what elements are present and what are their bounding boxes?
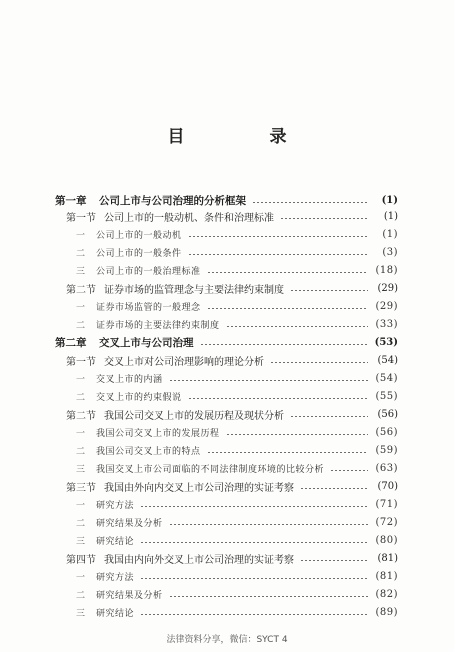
toc-entry[interactable]	[0, 352, 454, 369]
toc-entry-page: (89)	[375, 607, 398, 618]
toc-entry[interactable]	[0, 316, 454, 333]
toc-entry[interactable]	[0, 244, 454, 261]
toc-entry-number: 二	[76, 321, 86, 331]
toc-entry[interactable]	[0, 424, 454, 441]
toc-entry-number: 第三节	[66, 483, 96, 494]
toc-entry[interactable]	[0, 514, 454, 531]
dot-leader	[280, 218, 368, 219]
toc-entry-label: 我国公司交叉上市的发展历程及现状分析	[104, 411, 284, 422]
toc-entry-label: 我国由外向内交叉上市公司治理的实证考察	[104, 483, 294, 494]
toc-entry-label: 研究方法	[96, 573, 135, 583]
dot-leader	[188, 254, 368, 255]
toc-entry-label: 证券市场监管的一般理念	[96, 303, 201, 313]
toc-entry-number: 第二章	[55, 337, 87, 349]
toc-entry[interactable]	[0, 192, 454, 209]
toc-entry-label: 研究结果及分析	[96, 519, 163, 529]
toc-entry[interactable]	[0, 226, 454, 243]
toc-entry[interactable]	[0, 568, 454, 585]
toc-entry-label: 交叉上市与公司治理	[99, 337, 194, 349]
toc-entry[interactable]	[0, 586, 454, 603]
toc-entry[interactable]	[0, 280, 454, 297]
dot-leader	[140, 542, 368, 543]
toc-entry[interactable]	[0, 406, 454, 423]
toc-entry-number: 一	[76, 375, 86, 385]
toc-entry-label: 证券市场的监管理念与主要法律约束制度	[104, 285, 284, 296]
toc-entry-label: 公司上市的一般动机	[96, 231, 182, 241]
toc-entry-number: 三	[76, 537, 86, 547]
dot-leader	[290, 290, 368, 291]
toc-entry-label: 交叉上市的内涵	[96, 375, 163, 385]
toc-entry-page: (81)	[377, 553, 398, 564]
toc-entry-label: 公司上市的一般治理标准	[96, 267, 201, 277]
toc-entry-number: 一	[76, 429, 86, 439]
toc-entry-page: (82)	[375, 589, 398, 600]
dot-leader	[207, 452, 368, 453]
toc-entry-page: (3)	[382, 247, 398, 258]
page-title: 目 录	[167, 127, 321, 147]
toc-entry-number: 第二节	[66, 411, 96, 422]
dot-leader	[140, 614, 368, 615]
watermark-footer: 法律资料分享，微信：SYCT 4	[166, 635, 288, 645]
toc-entry-page: (33)	[375, 319, 398, 330]
dot-leader	[169, 596, 368, 597]
toc-entry[interactable]	[0, 550, 454, 567]
toc-entry-label: 研究结果及分析	[96, 591, 163, 601]
toc-entry-number: 二	[76, 249, 86, 259]
toc-entry-page: (54)	[377, 355, 398, 366]
toc-entry-number: 三	[76, 465, 86, 475]
toc-entry-label: 研究方法	[96, 501, 135, 511]
dot-leader	[140, 578, 368, 579]
toc-entry-label: 交叉上市的约束假说	[96, 393, 182, 403]
toc-entry-page: (1)	[381, 195, 398, 206]
toc-entry[interactable]	[0, 478, 454, 495]
toc-entry-page: (81)	[375, 571, 398, 582]
toc-entry-label: 研究结论	[96, 537, 135, 547]
toc-entry[interactable]	[0, 604, 454, 621]
toc-entry-number: 第一节	[66, 213, 96, 224]
toc-entry-label: 我国交叉上市公司面临的不同法律制度环境的比较分析	[96, 465, 325, 475]
toc-entry-label: 证券市场的主要法律约束制度	[96, 321, 220, 331]
toc-entry[interactable]	[0, 532, 454, 549]
toc-entry-page: (53)	[374, 337, 398, 348]
toc-entry[interactable]	[0, 388, 454, 405]
toc-entry-label: 我国公司交叉上市的特点	[96, 447, 201, 457]
toc-entry-number: 三	[76, 609, 86, 619]
toc-entry-page: (29)	[377, 283, 398, 294]
toc-entry-number: 二	[76, 591, 86, 601]
toc-entry-label: 我国公司交叉上市的发展历程	[96, 429, 220, 439]
toc-entry-label: 公司上市的一般条件	[96, 249, 182, 259]
toc-entry-number: 二	[76, 519, 86, 529]
toc-entry[interactable]	[0, 298, 454, 315]
toc-entry-page: (1)	[382, 229, 398, 240]
toc-entry-page: (63)	[375, 463, 398, 474]
toc-entry-label: 公司上市的一般动机、条件和治理标准	[104, 213, 274, 224]
toc-entry-page: (56)	[377, 409, 398, 420]
dot-leader	[252, 202, 368, 203]
dot-leader	[140, 506, 368, 507]
toc-entry-number: 一	[76, 501, 86, 511]
toc-entry-page: (55)	[375, 391, 398, 402]
toc-entry-page: (18)	[375, 265, 398, 276]
toc-entry-page: (80)	[375, 535, 398, 546]
dot-leader	[169, 380, 368, 381]
toc-entry-number: 第四节	[66, 555, 96, 566]
toc-entry-number: 二	[76, 447, 86, 457]
toc-entry-label: 研究结论	[96, 609, 135, 619]
dot-leader	[207, 308, 368, 309]
toc-entry[interactable]	[0, 442, 454, 459]
toc-entry-page: (29)	[375, 301, 398, 312]
toc-entry-number: 二	[76, 393, 86, 403]
dot-leader	[188, 398, 368, 399]
toc-entry-page: (70)	[377, 481, 398, 492]
toc-entry[interactable]	[0, 334, 454, 351]
dot-leader	[300, 560, 368, 561]
toc-entry[interactable]	[0, 208, 454, 225]
dot-leader	[226, 326, 368, 327]
toc-entry-number: 第一节	[66, 357, 96, 368]
toc-entry-label: 我国由内向外交叉上市公司治理的实证考察	[104, 555, 294, 566]
toc-entry[interactable]	[0, 496, 454, 513]
dot-leader	[188, 236, 368, 237]
toc-entry-page: (72)	[375, 517, 398, 528]
dot-leader	[330, 470, 368, 471]
toc-entry[interactable]	[0, 370, 454, 387]
toc-entry-number: 第二节	[66, 285, 96, 296]
toc-entry[interactable]	[0, 262, 454, 279]
toc-entry-page: (1)	[383, 211, 398, 222]
dot-leader	[169, 524, 368, 525]
toc-entry-page: (54)	[375, 373, 398, 384]
dot-leader	[207, 272, 368, 273]
toc-entry-number: 一	[76, 573, 86, 583]
toc-entry-number: 三	[76, 267, 86, 277]
toc-entry-label: 公司上市与公司治理的分析框架	[99, 195, 246, 207]
toc-entry-page: (56)	[375, 427, 398, 438]
toc-entry-number: 一	[76, 231, 86, 241]
toc-entry-number: 一	[76, 303, 86, 313]
dot-leader	[290, 416, 368, 417]
dot-leader	[300, 488, 368, 489]
toc-entry-number: 第一章	[55, 195, 87, 207]
dot-leader	[270, 362, 368, 363]
toc-entry-page: (59)	[375, 445, 398, 456]
dot-leader	[200, 344, 369, 345]
toc-entry-label: 交叉上市对公司治理影响的理论分析	[104, 357, 264, 368]
toc-entry-page: (71)	[375, 499, 398, 510]
toc-entry[interactable]	[0, 460, 454, 477]
dot-leader	[226, 434, 368, 435]
